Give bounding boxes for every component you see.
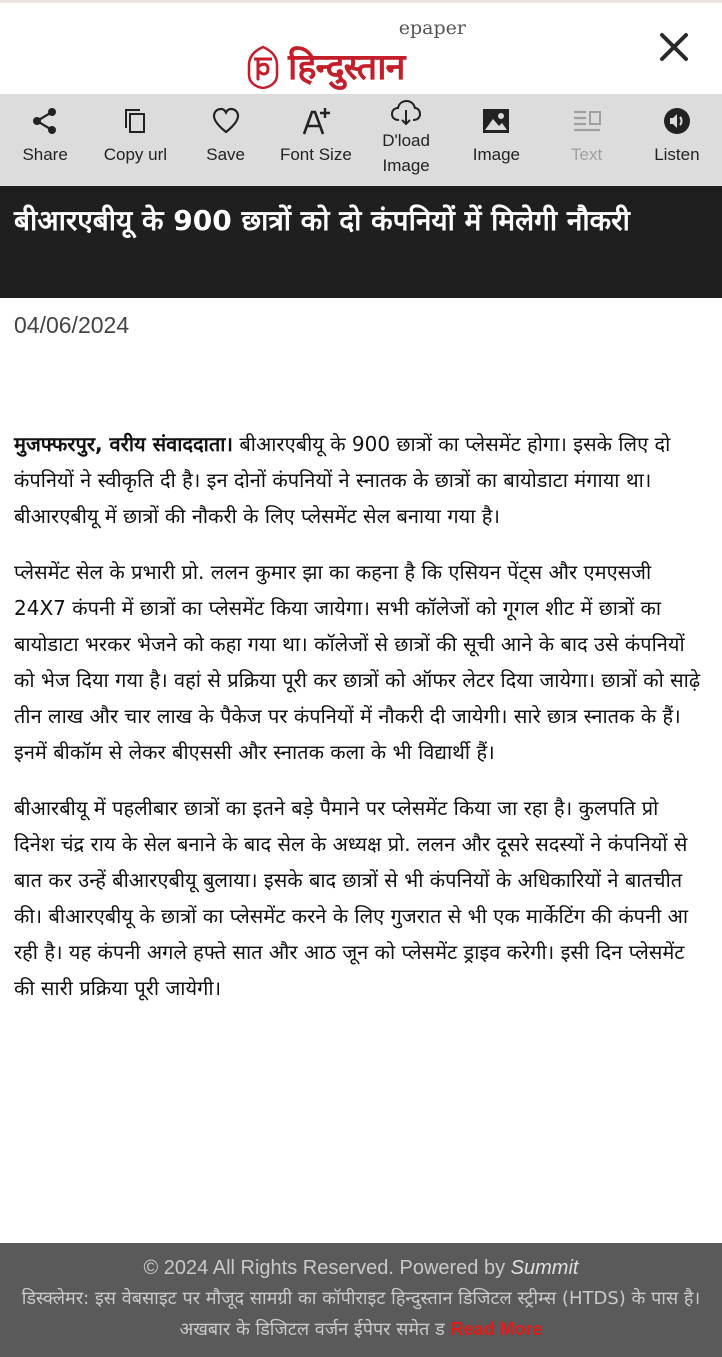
listen-label: Listen (654, 145, 700, 164)
article-dateline: मुजफ्फरपुर, वरीय संवाददाता। (14, 432, 234, 456)
article-paragraph: बीआरबीयू में पहलीबार छात्रों का इतने बड़े पैमाने पर प्लेसमेंट किया जा रहा है। कुलपति प्रो दिनेश चंद्र राय के सेल बनाने के बाद सेल के अध्यक्ष प्रो. ललन और दूसरे सदस्यों ने कंपनियों से बात कर उन्हें बीआरएबीयू बुलाया। इसके बाद छात्रों से भी कंपनियों के अधिकारियों ने बातचीत की। बीआरएबीयू के छात्रों का प्लेसमेंट करने के लिए गुजरात से भी एक मार्केटिंग की कंपनी आ रही है। यह कंपनी अगले हफ्ते सात और आठ जून को प्लेसमेंट ड्राइव करेगी। इसी दिन प्लेसमेंट की सारी प्रक्रिया पूरी जायेगी। (14, 796, 689, 1000)
footer (0, 1243, 722, 1357)
article-toolbar (0, 94, 722, 186)
brand-wordmark: हिन्दुस्तान (288, 47, 405, 88)
share-button[interactable] (0, 94, 90, 186)
copyright-label: © 2024 All Rights Reserved. Powered by (143, 1257, 511, 1279)
font-size-label: Font Size (279, 145, 352, 164)
download-label-line1: D'load (382, 131, 430, 150)
download-label-line2: Image (382, 156, 430, 175)
download-cloud-icon (391, 98, 421, 128)
article-date: 04/06/2024 (14, 312, 130, 338)
article-paragraph (14, 426, 704, 534)
font-size-button[interactable] (271, 94, 361, 186)
close-icon[interactable] (656, 29, 692, 65)
copy-url-label: Copy url (103, 145, 168, 164)
download-image-button[interactable] (361, 94, 451, 186)
disclaimer-label: डिस्क्लेमर: इस वेबसाइट पर मौजूद सामग्री का कॉपीराइट हिन्दुस्तान डिजिटल स्ट्रीम्स (HTDS) के पास है। अखबार के डिजिटल वर्जन ईपेपर समेत ड (21, 1288, 701, 1340)
powered-by-link[interactable]: Summit (510, 1257, 579, 1279)
share-icon (30, 106, 60, 136)
listen-button[interactable] (632, 94, 722, 186)
header (0, 0, 722, 94)
disclaimer-text (0, 1283, 722, 1345)
image-label: Image (472, 145, 520, 164)
share-label: Share (22, 145, 68, 164)
save-button[interactable] (181, 94, 271, 186)
epaper-label: epaper (398, 17, 466, 39)
text-icon (572, 106, 602, 136)
image-button[interactable] (451, 94, 541, 186)
text-button[interactable] (542, 94, 632, 186)
save-label: Save (206, 145, 245, 164)
heart-icon (211, 106, 241, 136)
speaker-icon (662, 106, 692, 136)
font-size-icon (301, 106, 331, 136)
brand-logo[interactable] (244, 15, 474, 87)
article-title: बीआरएबीयू के 900 छात्रों को दो कंपनियों में मिलेगी नौकरी (14, 204, 630, 237)
image-icon (481, 106, 511, 136)
copy-url-button[interactable] (90, 94, 180, 186)
article-paragraph: प्लेसमेंट सेल के प्रभारी प्रो. ललन कुमार झा का कहना है कि एसियन पेंट्स और एमएसजी 24X7 कंपनी में छात्रों का प्लेसमेंट किया जायेगा। सभी कॉलेजों को गूगल शीट में छात्रों का बायोडाटा भरकर भेजने को कहा गया था। कॉलेजों से छात्रों की सूची आने के बाद उसे कंपनियों को भेज दिया गया है। वहां से प्रक्रिया पूरी कर छात्रों को ऑफर लेटर दिया जायेगा। छात्रों को साढ़े तीन लाख और चार लाख के पैकेज पर कंपनियों में नौकरी दी जायेगी। सारे छात्र स्नातक के हैं। इनमें बीकॉम से लेकर बीएससी और स्नातक कला के भी विद्यार्थी हैं। (14, 560, 701, 764)
hindustan-logo-icon (246, 45, 280, 89)
article-title-bar (0, 186, 722, 298)
article-body (14, 426, 704, 1026)
copyright-text (0, 1253, 722, 1283)
text-label: Text (571, 145, 603, 164)
copy-icon (120, 106, 150, 136)
paragraph-1-text: बीआरएबीयू के 900 छात्रों का प्लेसमेंट होगा। इसके लिए दो कंपनियों ने स्वीकृति दी है। इन दोनों कंपनियों ने स्नातक के छात्रों का बायोडाटा मंगाया था। बीआरएबीयू में छात्रों की नौकरी के लिए प्लेसमेंट सेल बनाया गया है। (14, 432, 671, 528)
read-more-link[interactable]: Read More (450, 1319, 543, 1339)
